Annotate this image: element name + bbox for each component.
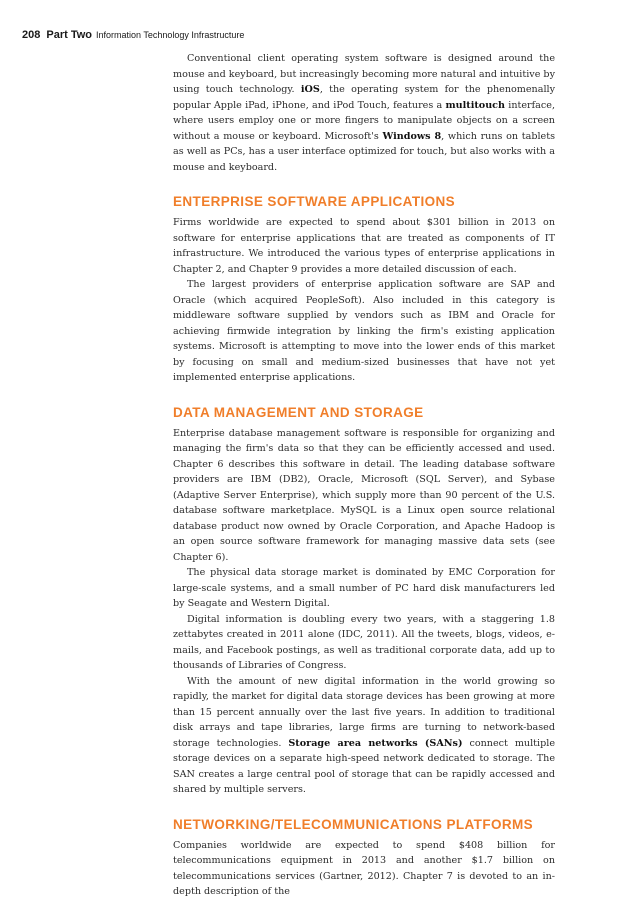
paragraph: The physical data storage market is dominated by EMC Corporation for large-scale systems, and a small number of PC hard disk manufacturers led by Seagate and Western Digital.	[173, 567, 555, 609]
paragraph: Enterprise database management software is responsible for organizing and managing the firm's data so that they can be efficiently accessed and used. Chapter 6 describes this software in detail. The leading database software providers are IBM (DB2), Oracle, Microsoft (SQL Server), and Sybase (Adaptive Server Enterprise), which supply more than 90 percent of the U.S. database software marketplace. MySQL is a Linux open source relational database product now owned by Oracle Corporation, and Apache Hadoop is an open source software framework for managing massive data sets (see Chapter 6).	[173, 427, 555, 563]
page-number: 208	[22, 29, 41, 41]
section-heading-enterprise-software: ENTERPRISE SOFTWARE APPLICATIONS	[173, 194, 456, 209]
paragraph: Firms worldwide are expected to spend about $301 billion in 2013 on software for enterprise applications that are treated as components of IT infrastructure. We introduced the various types of enterprise applications in Chapter 2, and Chapter 9 provides a more detailed discussion of each.	[173, 217, 555, 275]
term-windows-8: Windows 8	[382, 130, 442, 142]
term-multitouch: multitouch	[445, 99, 505, 111]
body-column	[173, 51, 555, 900]
section-heading-networking: NETWORKING/TELECOMMUNICATIONS PLATFORMS	[173, 816, 534, 832]
paragraph: With the amount of new digital information in the world growing so rapidly, the market for digital data storage devices has been growing at more than 15 percent annually over the last five years. In addition to traditional disk arrays and tape libraries, large firms are turning to network-based storage technologies. Storage area networks (SANs) connect multiple storage devices on a separate high-speed network dedicated to storage. The SAN creates a large central pool of storage that can be rapidly accessed and shared by multiple servers.	[173, 675, 555, 795]
running-header	[22, 25, 244, 43]
paragraph: Companies worldwide are expected to spend $408 billion for telecommunications equipment in 2013 and another $1.7 billion on telecommunications services (Gartner, 2012). Chapter 7 is devoted to an in-depth description of the	[173, 839, 555, 897]
part-label: Part Two	[46, 29, 92, 41]
intro-paragraph: Conventional client operating system software is designed around the mouse and keyboard, but increasingly becoming more natural and intuitive by using touch technology. iOS, the operating system for the phenomenally popular Apple iPad, iPhone, and iPod Touch, features a multitouch interface, where users employ one or more fingers to manipulate objects on a screen without a mouse or keyboard. Microsoft's Windows 8, which runs on tablets as well as PCs, has a user interface optimized for touch, but also works with a mouse and keyboard.	[173, 53, 555, 173]
term-ios: iOS	[300, 84, 320, 95]
part-title: Information Technology Infrastructure	[96, 30, 245, 40]
section-heading-data-management: DATA MANAGEMENT AND STORAGE	[173, 404, 424, 420]
paragraph: Digital information is doubling every two years, with a staggering 1.8 zettabytes created in 2011 alone (IDC, 2011). All the tweets, blogs, videos, e-mails, and Facebook postings, as well as traditional corporate data, add up to thousands of Libraries of Congress.	[173, 613, 555, 671]
term-storage-area-networks: Storage area networks (SANs)	[288, 737, 463, 749]
paragraph: The largest providers of enterprise application software are SAP and Oracle (which acquired PeopleSoft). Also included in this category is middleware software supplied by vendors such as IBM and Oracle for achieving firmwide integration by linking the firm's existing application systems. Microsoft is attempting to move into the lower ends of this market by focusing on small and medium-sized businesses that have not yet implemented enterprise applications.	[173, 279, 555, 383]
